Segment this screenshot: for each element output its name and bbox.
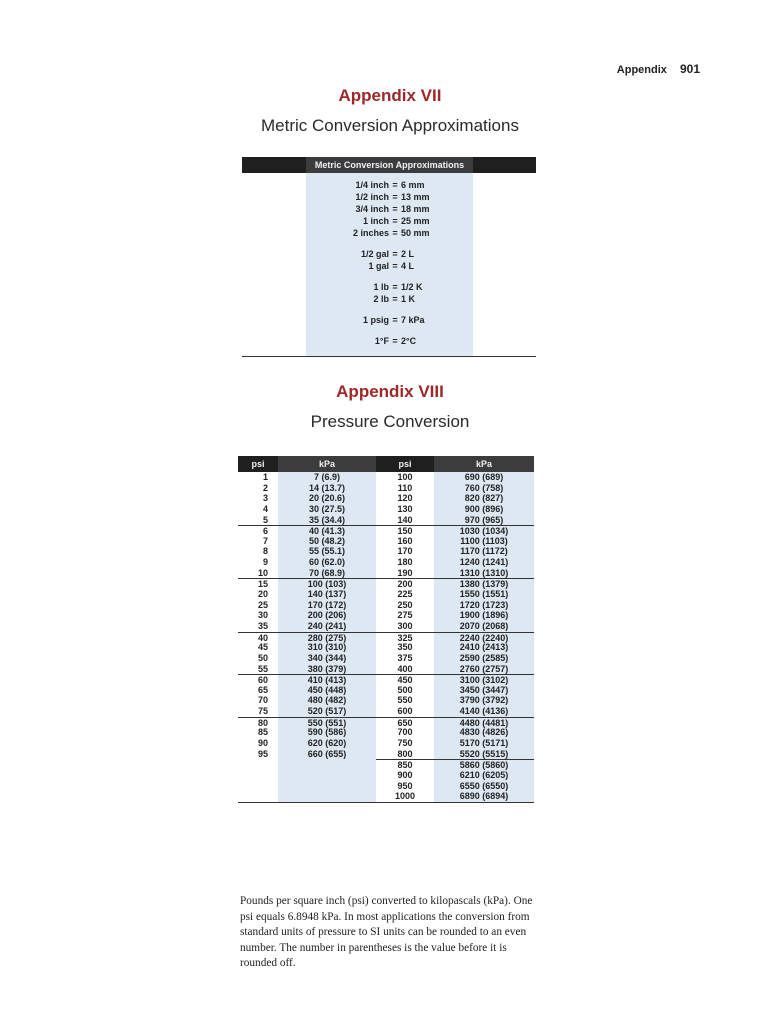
kpa-right-cell: 3450 (3447): [459, 684, 509, 695]
metric-table-bottom-rule: [242, 356, 536, 357]
header-kpa-right: kPa: [434, 456, 534, 472]
psi-right-cell: 550: [397, 695, 413, 706]
table-row: [238, 621, 534, 632]
metric-row: [306, 215, 473, 227]
kpa-right-cell: 1720 (1723): [459, 599, 509, 610]
kpa-left-cell: 55 (55.1): [308, 546, 346, 557]
kpa-right-cell: 6550 (6550): [459, 780, 509, 791]
equals-sign: =: [392, 192, 398, 202]
metric-si-value: 6 mm: [401, 180, 425, 190]
kpa-left-cell: 170 (172): [307, 599, 347, 610]
metric-row: [306, 203, 473, 215]
kpa-left-cell: 60 (62.0): [308, 557, 346, 568]
kpa-right-cell: 6210 (6205): [459, 769, 509, 780]
psi-left-cell: 5: [262, 514, 268, 525]
appendix-7-title: Appendix VII: [338, 86, 442, 105]
equals-sign: =: [392, 204, 398, 214]
psi-left-cell: [238, 759, 278, 770]
metric-group: [306, 179, 473, 239]
kpa-right-cell: 5520 (5515): [459, 748, 509, 759]
table-row: [238, 568, 534, 579]
psi-right-cell: 130: [397, 503, 413, 514]
metric-group: [306, 281, 473, 305]
kpa-left-cell: 70 (68.9): [308, 567, 346, 578]
table-row: [238, 578, 534, 589]
table-row: [238, 727, 534, 738]
metric-si-value: 13 mm: [401, 192, 430, 202]
equals-sign: =: [392, 261, 398, 271]
psi-right-cell: 600: [397, 706, 413, 717]
equals-sign: =: [392, 294, 398, 304]
table-row: [238, 642, 534, 653]
appendix-8-subtitle: Pressure Conversion: [310, 412, 470, 431]
psi-right-cell: 850: [376, 759, 434, 770]
kpa-right-cell: 970 (965): [464, 514, 504, 525]
kpa-right-cell: 1240 (1241): [459, 557, 509, 568]
psi-left-cell: 8: [262, 546, 268, 557]
kpa-left-cell: 590 (586): [307, 727, 347, 738]
kpa-left-cell: 140 (137): [307, 589, 347, 600]
kpa-left-cell: [278, 781, 376, 792]
psi-left-cell: 40: [238, 632, 278, 643]
psi-left-cell: 45: [257, 642, 268, 653]
equals-sign: =: [392, 228, 398, 238]
header-psi-left: psi: [251, 459, 265, 469]
psi-right-cell: 110: [397, 482, 413, 493]
metric-imperial-value: 1°F: [374, 336, 389, 346]
metric-row: [306, 293, 473, 305]
kpa-right-cell: 6890 (6894): [459, 791, 509, 802]
metric-table-body: [306, 173, 473, 356]
psi-left-cell: 9: [262, 557, 268, 568]
psi-left-cell: 60: [238, 674, 278, 685]
kpa-left-cell: 20 (20.6): [308, 493, 346, 504]
metric-row: [306, 314, 473, 326]
table-row: [238, 706, 534, 717]
kpa-right-cell: 5170 (5171): [459, 738, 509, 749]
psi-left-cell: 10: [257, 567, 268, 578]
metric-row: [306, 179, 473, 191]
page-number: 901: [679, 62, 700, 76]
kpa-left-cell: 620 (620): [307, 738, 347, 749]
table-row: [238, 504, 534, 515]
psi-right-cell: 120: [397, 493, 413, 504]
metric-imperial-value: 1 inch: [362, 216, 389, 226]
metric-imperial-value: 1 psig: [362, 315, 389, 325]
psi-right-cell: 350: [397, 642, 413, 653]
metric-si-value: 2°C: [401, 336, 417, 346]
kpa-left-cell: 35 (34.4): [308, 514, 346, 525]
metric-si-value: 25 mm: [401, 216, 430, 226]
psi-left-cell: 7: [262, 535, 268, 546]
metric-group: [306, 335, 473, 347]
psi-left-cell: [238, 791, 278, 802]
kpa-right-cell: 4830 (4826): [459, 727, 509, 738]
metric-imperial-value: 1/2 inch: [355, 192, 389, 202]
psi-right-cell: 375: [397, 652, 413, 663]
kpa-right-cell: 900 (896): [464, 503, 504, 514]
kpa-right-cell: 820 (827): [464, 493, 504, 504]
kpa-right-cell: 3100 (3102): [434, 674, 534, 685]
table-row: [238, 685, 534, 696]
table-row: [238, 791, 534, 802]
psi-right-cell: 1000: [394, 791, 416, 802]
metric-si-value: 1 K: [401, 294, 416, 304]
pressure-conversion-table: [238, 456, 534, 803]
psi-left-cell: [238, 770, 278, 781]
psi-right-cell: 275: [397, 610, 413, 621]
psi-right-cell: 140: [397, 514, 413, 525]
table-row: [238, 600, 534, 611]
table-row: [238, 546, 534, 557]
metric-imperial-value: 2 inches: [352, 228, 389, 238]
kpa-left-cell: [278, 770, 376, 781]
kpa-left-cell: 100 (103): [278, 578, 376, 589]
kpa-right-cell: 1030 (1034): [434, 525, 534, 536]
psi-left-cell: 4: [262, 503, 268, 514]
metric-table-header: [242, 157, 536, 173]
psi-left-cell: 15: [238, 578, 278, 589]
table-row: [238, 589, 534, 600]
table-row: [238, 632, 534, 643]
table-row: [238, 674, 534, 685]
kpa-left-cell: 410 (413): [278, 674, 376, 685]
psi-left-cell: 30: [257, 610, 268, 621]
kpa-left-cell: 240 (241): [307, 620, 347, 631]
metric-row: [306, 335, 473, 347]
pressure-table-bottom-rule: [238, 802, 534, 803]
kpa-left-cell: 200 (206): [307, 610, 347, 621]
appendix-7-subtitle: Metric Conversion Approximations: [261, 116, 519, 135]
kpa-right-cell: 1100 (1103): [460, 535, 508, 546]
running-head: [560, 62, 700, 76]
table-row: [238, 515, 534, 526]
psi-left-cell: 95: [257, 748, 268, 759]
equals-sign: =: [392, 249, 398, 259]
psi-right-cell: 300: [397, 620, 413, 631]
kpa-left-cell: 40 (41.3): [278, 525, 376, 536]
psi-right-cell: 190: [397, 567, 413, 578]
table-row: [238, 557, 534, 568]
psi-right-cell: 170: [397, 546, 413, 557]
table-row: [238, 695, 534, 706]
kpa-left-cell: 310 (310): [307, 642, 347, 653]
psi-left-cell: 25: [257, 599, 268, 610]
table-row: [238, 664, 534, 675]
psi-right-cell: 325: [376, 632, 434, 643]
kpa-right-cell: 2240 (2240): [434, 632, 534, 643]
psi-left-cell: 90: [257, 738, 268, 749]
equals-sign: =: [392, 282, 398, 292]
psi-right-cell: 200: [376, 578, 434, 589]
psi-left-cell: 2: [262, 482, 268, 493]
psi-right-cell: 700: [397, 727, 413, 738]
kpa-right-cell: 2590 (2585): [459, 652, 509, 663]
equals-sign: =: [392, 336, 398, 346]
metric-row: [306, 281, 473, 293]
metric-imperial-value: 1 gal: [368, 261, 389, 271]
psi-right-cell: 900: [397, 769, 413, 780]
kpa-left-cell: 14 (13.7): [308, 482, 346, 493]
kpa-left-cell: 7 (6.9): [313, 472, 340, 482]
psi-left-cell: 85: [257, 727, 268, 738]
table-row: [238, 493, 534, 504]
metric-imperial-value: 1/4 inch: [355, 180, 389, 190]
kpa-right-cell: 1900 (1896): [459, 610, 509, 621]
kpa-left-cell: 340 (344): [307, 652, 347, 663]
psi-left-cell: 70: [257, 695, 268, 706]
kpa-left-cell: 480 (482): [307, 695, 347, 706]
metric-imperial-value: 3/4 inch: [355, 204, 389, 214]
psi-right-cell: 225: [397, 589, 413, 600]
metric-si-value: 7 kPa: [401, 315, 425, 325]
kpa-right-cell: 2410 (2413): [459, 642, 509, 653]
psi-right-cell: 160: [397, 535, 413, 546]
equals-sign: =: [392, 216, 398, 226]
psi-right-cell: 450: [376, 674, 434, 685]
psi-left-cell: 65: [257, 684, 268, 695]
kpa-left-cell: 660 (655): [307, 748, 347, 759]
psi-left-cell: 3: [262, 493, 268, 504]
kpa-right-cell: 4480 (4481): [434, 717, 534, 728]
kpa-left-cell: 550 (551): [278, 717, 376, 728]
psi-right-cell: 100: [397, 472, 413, 482]
kpa-left-cell: 450 (448): [307, 684, 347, 695]
kpa-right-cell: 1310 (1310): [459, 567, 509, 578]
appendix-8-title: Appendix VIII: [336, 382, 444, 401]
psi-right-cell: 800: [397, 748, 413, 759]
psi-left-cell: 50: [257, 652, 268, 663]
equals-sign: =: [392, 180, 398, 190]
psi-right-cell: 150: [376, 525, 434, 536]
table-row: [238, 483, 534, 494]
psi-right-cell: 950: [397, 780, 413, 791]
table-row: [238, 770, 534, 781]
pressure-table-caption: Pounds per square inch (psi) converted to kilopascals (kPa). One psi equals 6.8948 kPa. In most applications the conversion from standard units of pressure to SI units can be rounded to an even number. The number in parentheses is the value before it is rounded off.: [240, 895, 533, 969]
psi-left-cell: 55: [257, 663, 268, 674]
psi-right-cell: 650: [376, 717, 434, 728]
kpa-right-cell: 2070 (2068): [459, 620, 509, 631]
psi-right-cell: 400: [397, 663, 413, 674]
running-head-section: Appendix: [616, 64, 667, 76]
table-row: [238, 781, 534, 792]
table-row: [238, 610, 534, 621]
psi-left-cell: 75: [257, 706, 268, 717]
pressure-table-header: [238, 456, 534, 472]
kpa-left-cell: 520 (517): [307, 706, 347, 717]
metric-row: [306, 227, 473, 239]
equals-sign: =: [392, 315, 398, 325]
psi-right-cell: 180: [397, 557, 413, 568]
pressure-table-body: [238, 472, 534, 802]
kpa-right-cell: 3790 (3792): [459, 695, 509, 706]
psi-left-cell: 6: [238, 525, 278, 536]
psi-left-cell: [238, 781, 278, 792]
psi-right-cell: 250: [397, 599, 413, 610]
table-row: [238, 472, 534, 483]
metric-group: [306, 314, 473, 326]
kpa-left-cell: [278, 791, 376, 802]
metric-imperial-value: 1 lb: [373, 282, 389, 292]
metric-row: [306, 191, 473, 203]
metric-imperial-value: 1/2 gal: [360, 249, 389, 259]
kpa-right-cell: 5860 (5860): [434, 759, 534, 770]
psi-right-cell: 750: [397, 738, 413, 749]
metric-si-value: 18 mm: [401, 204, 430, 214]
kpa-left-cell: 280 (275): [278, 632, 376, 643]
kpa-right-cell: 1550 (1551): [459, 589, 509, 600]
header-kpa-left: kPa: [278, 456, 376, 472]
kpa-right-cell: 760 (758): [464, 482, 504, 493]
metric-si-value: 50 mm: [401, 228, 430, 238]
metric-row: [306, 260, 473, 272]
metric-table-header-label: Metric Conversion Approximations: [306, 157, 473, 173]
table-row: [238, 749, 534, 760]
table-row: [238, 738, 534, 749]
metric-si-value: 1/2 K: [401, 282, 423, 292]
psi-left-cell: 1: [262, 472, 268, 482]
metric-si-value: 4 L: [401, 261, 415, 271]
psi-left-cell: 35: [257, 620, 268, 631]
metric-conversion-table: [242, 157, 536, 357]
metric-group: [306, 248, 473, 272]
kpa-left-cell: 30 (27.5): [308, 503, 346, 514]
kpa-right-cell: 2760 (2757): [459, 663, 509, 674]
kpa-left-cell: [278, 759, 376, 770]
kpa-left-cell: 380 (379): [307, 663, 347, 674]
kpa-left-cell: 50 (48.2): [308, 535, 346, 546]
psi-left-cell: 80: [238, 717, 278, 728]
psi-right-cell: 500: [397, 684, 413, 695]
table-row: [238, 525, 534, 536]
metric-row: [306, 248, 473, 260]
table-row: [238, 653, 534, 664]
table-row: [238, 717, 534, 728]
table-row: [238, 759, 534, 770]
psi-left-cell: 20: [257, 589, 268, 600]
kpa-right-cell: 1170 (1172): [460, 546, 508, 557]
kpa-right-cell: 1380 (1379): [434, 578, 534, 589]
header-psi-right: psi: [398, 459, 412, 469]
metric-imperial-value: 2 lb: [373, 294, 389, 304]
kpa-right-cell: 4140 (4136): [459, 706, 509, 717]
metric-si-value: 2 L: [401, 249, 415, 259]
table-row: [238, 536, 534, 547]
kpa-right-cell: 690 (689): [464, 472, 504, 482]
